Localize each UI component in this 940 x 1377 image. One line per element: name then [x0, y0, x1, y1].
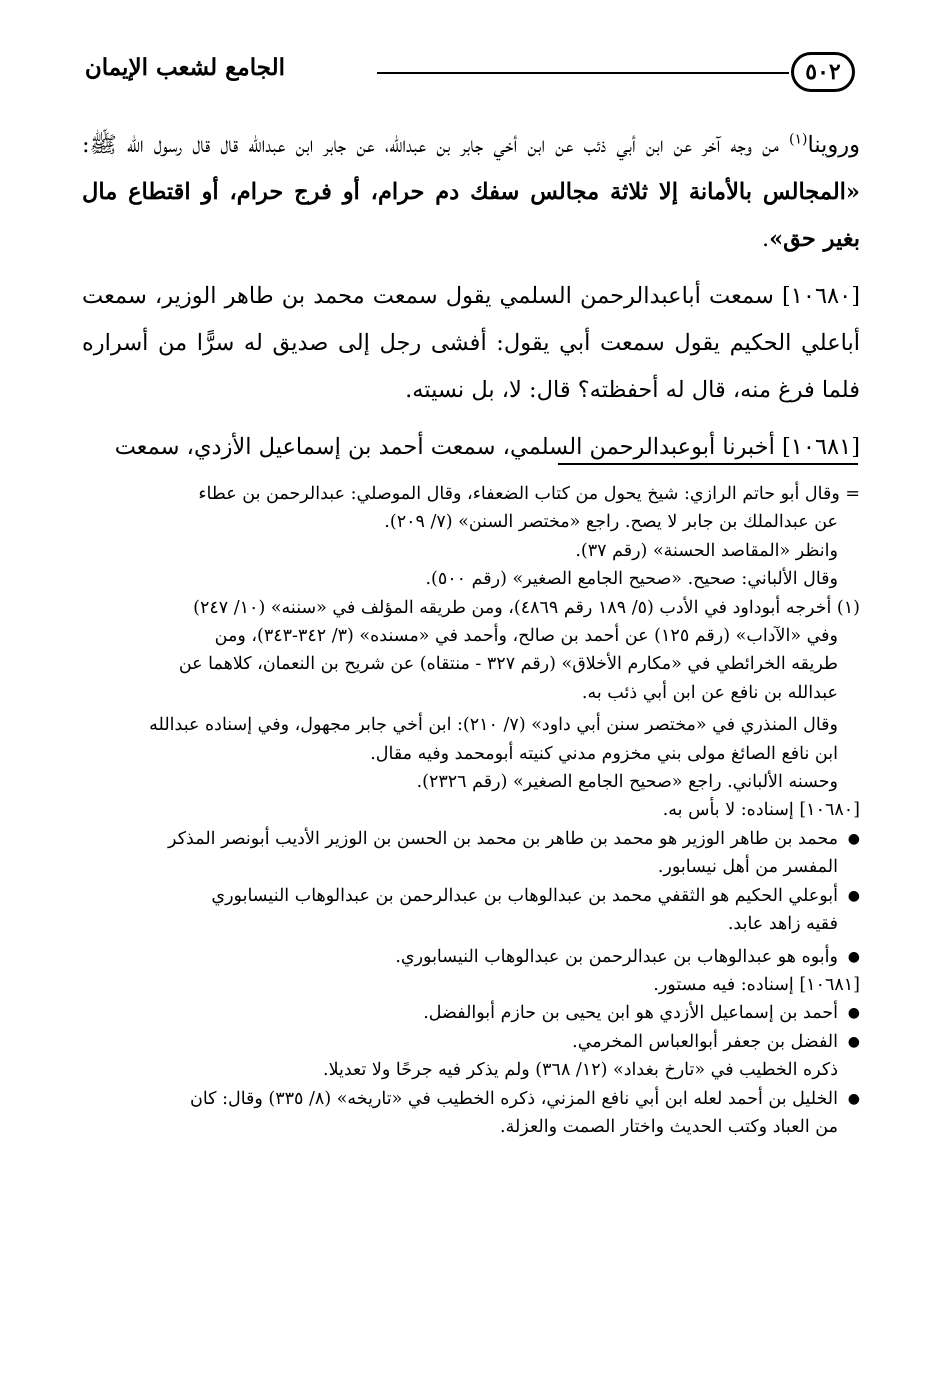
footnote-line: طريقه الخرائطي في «مكارم الأخلاق» (رقم ٣٢٧ - منتقاه) عن شريح بن النعمان، كلاهما عن [178, 654, 838, 675]
bullet-item [80, 882, 860, 910]
para1-end: . [761, 226, 770, 252]
bullet-item [80, 1085, 860, 1113]
page-header [85, 48, 855, 110]
paragraph-hadith [82, 122, 860, 263]
para1-text-a: وروينا [807, 132, 860, 158]
isnad-10681: [١٠٦٨١] إسناده: فيه مستور. [653, 974, 860, 995]
bullet-icon: ● [847, 887, 860, 904]
footnotes [80, 480, 860, 1141]
footnote-marker: (١) [789, 131, 808, 148]
footnote-line: ابن نافع الصائغ مولى بني مخزوم مدني كنيته أبومحمد وفيه مقال. [370, 743, 838, 764]
footnote-line: المفسر من أهل نيسابور. [657, 857, 838, 878]
header-rule [377, 72, 789, 74]
footnote-line: وحسنه الألباني. راجع «صحيح الجامع الصغير» (رقم ٢٣٢٦). [416, 772, 838, 793]
footnote-line: عبدالله بن نافع عن ابن أبي ذئب به. [581, 682, 838, 703]
bullet-item [80, 825, 860, 853]
bullet-icon: ● [847, 830, 860, 847]
footnote-1: (١) أخرجه أبوداود في الأدب (٥/ ١٨٩ رقم ٤٨٦٩)، ومن طريقه المؤلف في «سننه» (١٠/ ٢٤٧) [193, 597, 860, 618]
bullet-icon: ● [847, 948, 860, 965]
bullet-icon: ● [847, 1033, 860, 1050]
bullet-item [80, 1028, 860, 1056]
footnote-line: = وقال أبو حاتم الرازي: شيخ يحول من كتاب الضعفاء، وقال الموصلي: عبدالرحمن بن عطاء [198, 484, 860, 504]
paragraph-10680: [١٠٦٨٠] سمعت أباعبدالرحمن السلمي يقول سمعت محمد بن طاهر الوزير، سمعت أباعلي الحكيم يقول سمعت أبي يقول: أفشى رجل إلى صديق له سرًّا من أسراره فلما فرغ منه، قال له أحفظته؟ قال: لا، بل نسيته. [82, 283, 860, 403]
footnote-line: من العباد وكتب الحديث واختار الصمت والعزلة. [500, 1116, 838, 1137]
bullet-text: محمد بن طاهر الوزير هو محمد بن طاهر بن محمد بن الحسن بن الوزير الأديب أبونصر المذكر [168, 828, 838, 849]
bullet-icon: ● [847, 1005, 860, 1022]
footnote-line: وانظر «المقاصد الحسنة» (رقم ٣٧). [575, 540, 838, 561]
bullet-text: الفضل بن جعفر أبوالعباس المخرمي. [572, 1031, 838, 1052]
bullet-item [80, 943, 860, 971]
footnote-rule [558, 463, 858, 465]
footnote-line: وقال الألباني: صحيح. «صحيح الجامع الصغير» (رقم ٥٠٠). [425, 569, 838, 590]
para1-text-b: من وجه آخر عن ابن أبي ذئب عن ابن أخي جابر بن عبدالله، عن جابر ابن عبدالله قال قال رسول الله ﷺ: [82, 132, 790, 158]
paragraph-10681: [١٠٦٨١] أخبرنا أبوعبدالرحمن السلمي، سمعت أحمد بن إسماعيل الأزدي، سمعت [114, 434, 860, 460]
footnote-line: فقيه زاهد عابد. [727, 914, 838, 935]
page-number: ٥٠٢ [791, 52, 855, 92]
bullet-text: وأبوه هو عبدالوهاب بن عبدالرحمن بن عبدالوهاب النيسابوري. [395, 946, 838, 967]
isnad-10680: [١٠٦٨٠] إسناده: لا بأس به. [662, 800, 860, 821]
footnote-line: ذكره الخطيب في «تارخ بغداد» (١٢/ ٣٦٨) ولم يذكر فيه جرحًا ولا تعديلا. [323, 1060, 838, 1081]
running-title: الجامع لشعب الإيمان [84, 54, 285, 81]
footnote-line: وقال المنذري في «مختصر سنن أبي داود» (٧/ ٢١٠): ابن أخي جابر مجهول، وفي إسناده عبدالله [149, 715, 838, 736]
footnote-line: عن عبدالملك بن جابر لا يصح. راجع «مختصر السنن» (٧/ ٢٠٩). [384, 512, 838, 533]
bullet-icon: ● [847, 1090, 860, 1107]
bullet-text: الخليل بن أحمد لعله ابن أبي نافع المزني، ذكره الخطيب في «تاريخه» (٨/ ٣٣٥) وقال: كان [190, 1088, 838, 1109]
footnote-line: وفي «الآداب» (رقم ١٢٥) عن أحمد بن صالح، وأحمد في «مسنده» (٣/ ٣٤٢-٣٤٣)، ومن [214, 626, 838, 647]
hadith-quote: «المجالس بالأمانة إلا ثلاثة مجالس سفك دم حرام، أو فرج حرام، أو اقتطاع مال بغير حق» [82, 179, 860, 252]
bullet-text: أبوعلي الحكيم هو الثقفي محمد بن عبدالوهاب بن عبدالرحمن بن عبدالوهاب النيسابوري [211, 885, 838, 906]
bullet-text: أحمد بن إسماعيل الأزدي هو ابن يحيى بن حازم أبوالفضل. [423, 1003, 838, 1024]
bullet-item [80, 999, 860, 1027]
main-text [82, 122, 860, 471]
